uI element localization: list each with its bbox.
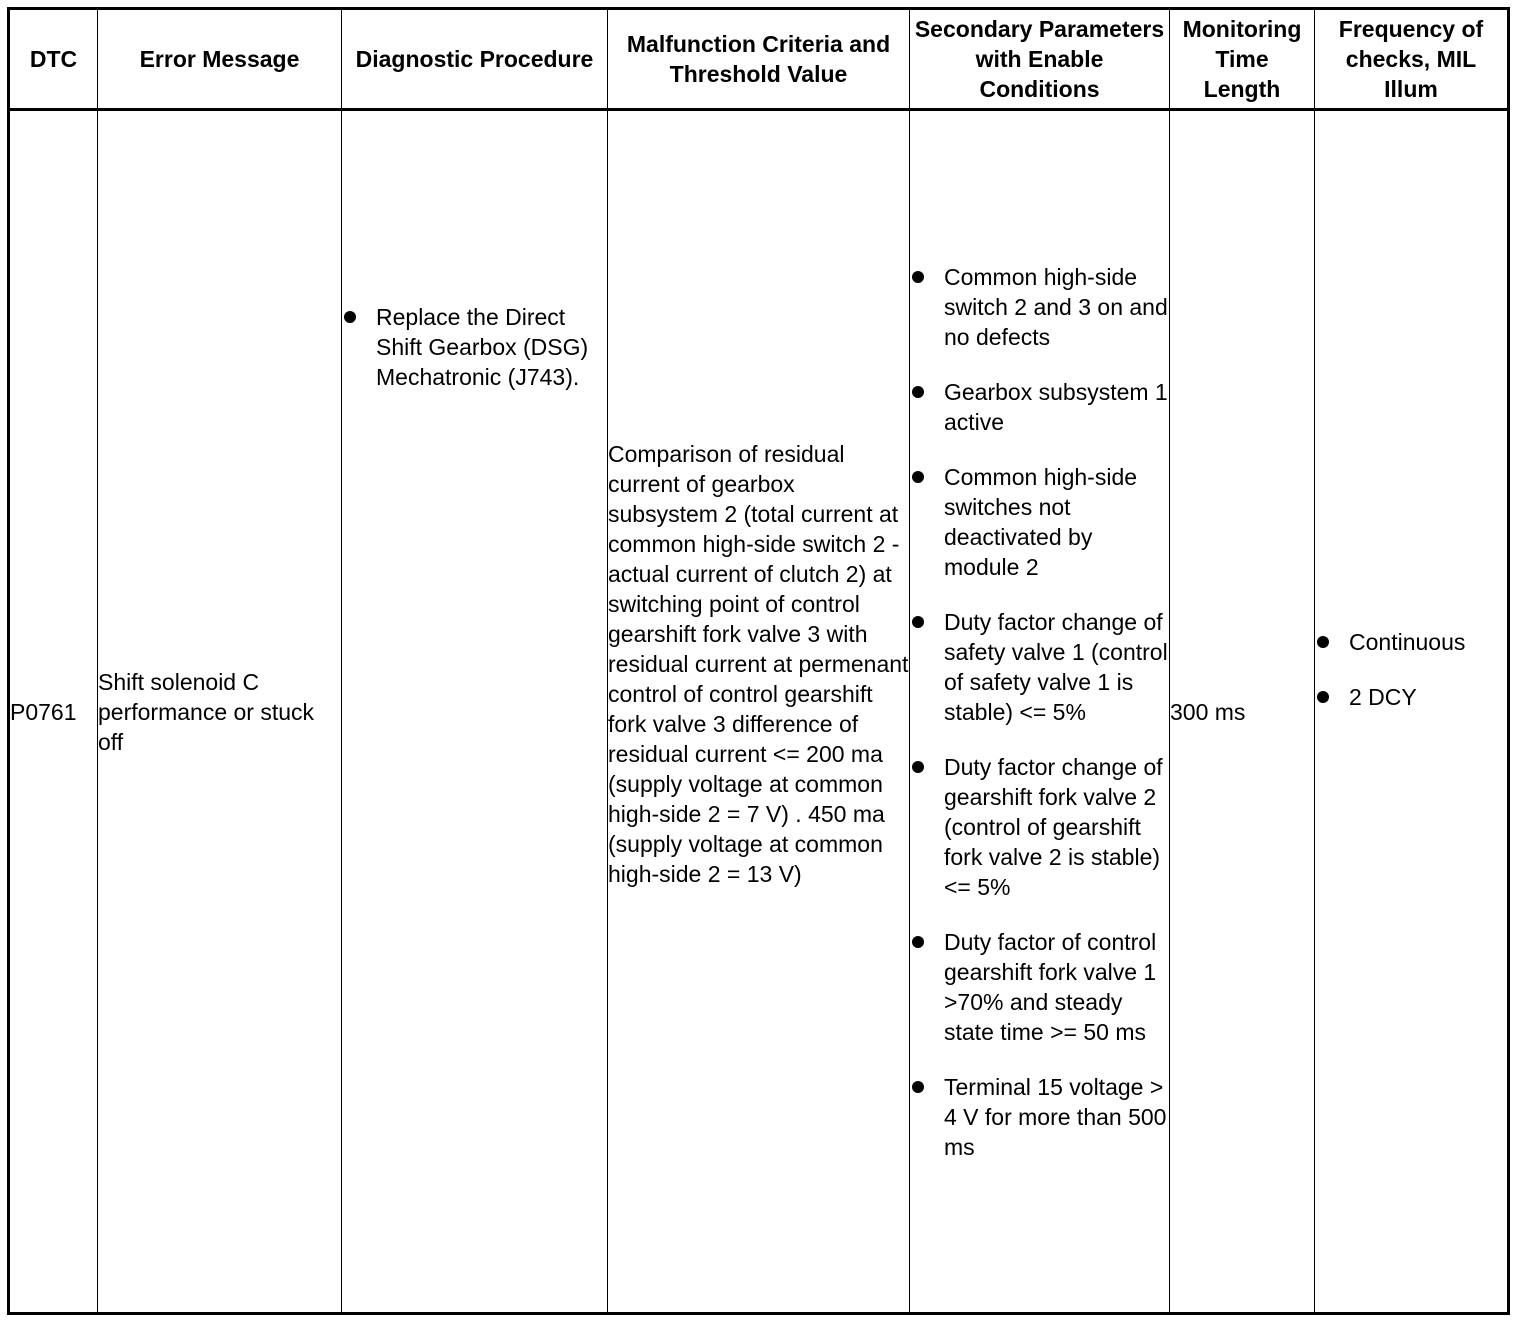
list-item — [910, 927, 1169, 1047]
bullet-dot-icon — [912, 936, 924, 948]
list-item — [910, 1072, 1169, 1162]
frequency-text: Continuous — [1349, 628, 1466, 655]
cell-error-message: Shift solenoid C performance or stuck off — [98, 110, 342, 1314]
header-monitoring-time: Monitoring Time Length — [1170, 9, 1315, 110]
bullet-dot-icon — [1317, 691, 1329, 703]
secondary-parameter-text: Gearbox subsystem 1 active — [944, 378, 1168, 435]
list-item — [910, 462, 1169, 582]
secondary-parameter-text: Common high-side switches not deactivated by module 2 — [944, 463, 1138, 580]
list-item — [910, 262, 1169, 352]
header-dtc: DTC — [9, 9, 98, 110]
cell-frequency — [1315, 110, 1509, 1314]
list-item — [910, 377, 1169, 437]
cell-monitoring-time: 300 ms — [1170, 110, 1315, 1314]
secondary-parameter-text: Duty factor change of safety valve 1 (control of safety valve 1 is stable) <= 5% — [944, 608, 1168, 725]
bullet-dot-icon — [912, 271, 924, 283]
header-malfunction-criteria: Malfunction Criteria and Threshold Value — [608, 9, 910, 110]
secondary-parameters-list — [910, 262, 1169, 1162]
cell-malfunction-criteria — [608, 110, 910, 1314]
table-row — [9, 110, 1509, 1314]
frequency-text: 2 DCY — [1349, 683, 1417, 710]
bullet-dot-icon — [344, 311, 356, 323]
bullet-dot-icon — [1317, 636, 1329, 648]
bullet-dot-icon — [912, 1081, 924, 1093]
dtc-table — [7, 7, 1510, 1315]
secondary-parameter-text: Duty factor change of gearshift fork valve 2 (control of gearshift fork valve 2 is stable) <= 5% — [944, 753, 1163, 900]
cell-secondary-parameters — [910, 110, 1170, 1314]
secondary-parameter-text: Common high-side switch 2 and 3 on and no defects — [944, 263, 1168, 350]
list-item — [910, 607, 1169, 727]
secondary-parameter-text: Terminal 15 voltage > 4 V for more than 500 ms — [944, 1073, 1167, 1160]
header-diagnostic-procedure: Diagnostic Procedure — [342, 9, 608, 110]
bullet-dot-icon — [912, 386, 924, 398]
bullet-dot-icon — [912, 761, 924, 773]
header-row — [9, 9, 1509, 110]
cell-dtc-code: P0761 — [9, 110, 98, 1314]
bullet-dot-icon — [912, 616, 924, 628]
bullet-dot-icon — [912, 471, 924, 483]
diagnostic-step-text: Replace the Direct Shift Gearbox (DSG) Mechatronic (J743). — [376, 303, 589, 390]
secondary-parameter-text: Duty factor of control gearshift fork valve 1 >70% and steady state time >= 50 ms — [944, 928, 1157, 1045]
frequency-list — [1315, 627, 1507, 712]
list-item — [1315, 682, 1507, 712]
list-item — [1315, 627, 1507, 657]
cell-diagnostic-procedure — [342, 110, 608, 1314]
diagnostic-step — [342, 302, 607, 392]
list-item — [910, 752, 1169, 902]
header-frequency: Frequency of checks, MIL Illum — [1315, 9, 1509, 110]
header-secondary-parameters: Secondary Parameters with Enable Conditions — [910, 9, 1170, 110]
diagnostic-procedure-list — [342, 302, 607, 392]
malfunction-criteria-text: Comparison of residual current of gearbox subsystem 2 (total current at common high-side switch 2 -actual current of clutch 2) at switching point of control gearshift fork valve 3 with residual current at permenant control of control gearshift fork valve 3 difference of residual current <= 200 ma (supply voltage at common high-side 2 = 7 V) . 450 ma (supply voltage at common high-side 2 = 13 V) — [608, 441, 909, 887]
header-error-message: Error Message — [98, 9, 342, 110]
